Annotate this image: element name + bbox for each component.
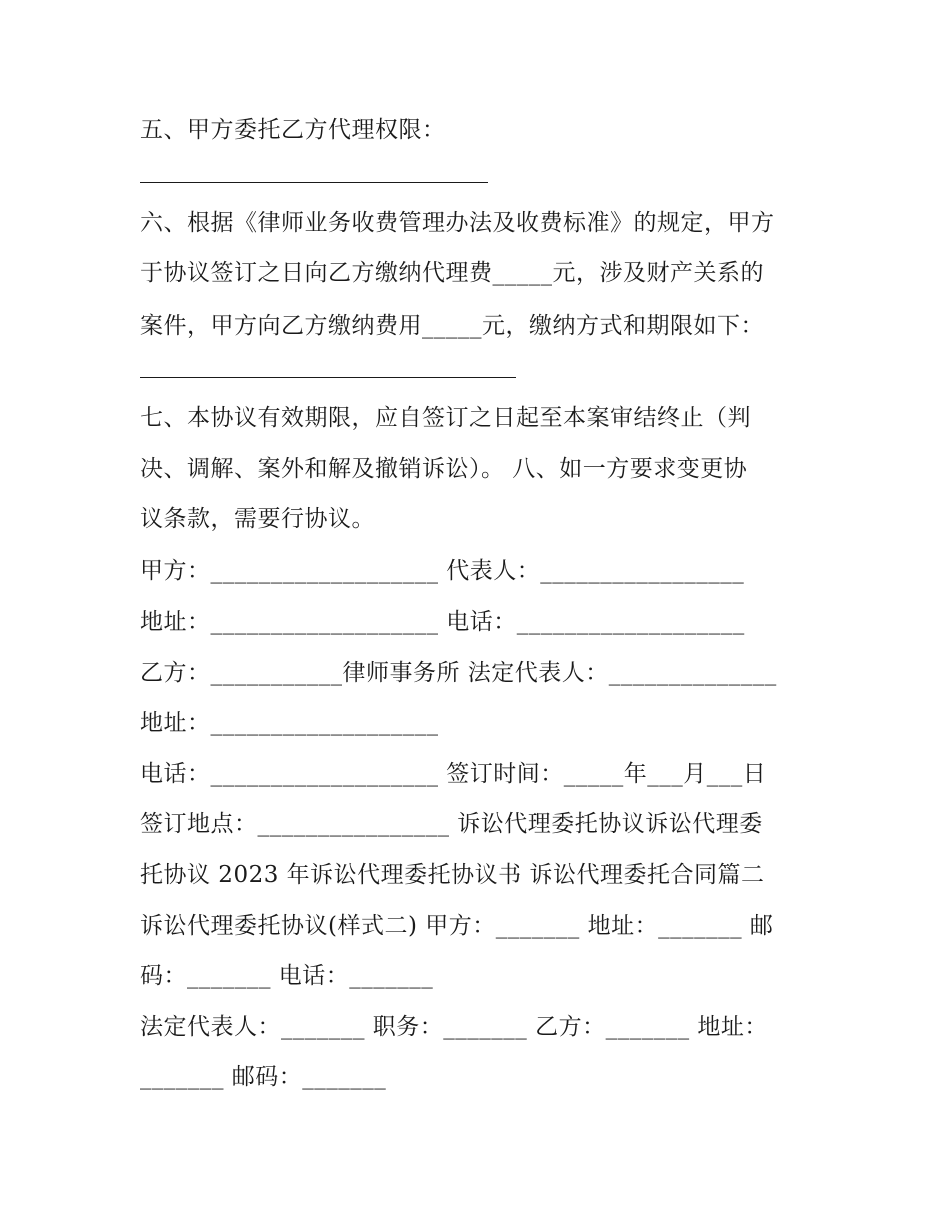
- template-two-line-1: 诉讼代理委托协议(样式二) 甲方：_______ 地址：_______ 邮: [140, 913, 774, 939]
- party-a-line: 甲方：___________________ 代表人：_________________: [140, 558, 745, 584]
- section-seven-line-2: 决、调解、案外和解及撤销诉讼）。 八、如一方要求变更协: [140, 456, 748, 482]
- section-six-line-2: 于协议签订之日向乙方缴纳代理费_____元，涉及财产关系的: [140, 260, 764, 286]
- section-five-heading: 五、甲方委托乙方代理权限：: [140, 117, 446, 143]
- party-b-address-line: 地址：___________________: [140, 710, 439, 736]
- party-a-address-line: 地址：___________________ 电话：___________________: [140, 609, 745, 635]
- section-seven-line-3: 议条款，需要行协议。: [140, 506, 375, 532]
- template-two-line-2: 码：_______ 电话：_______: [140, 963, 434, 989]
- section-six-line-3: 案件，甲方向乙方缴纳费用_____元，缴纳方式和期限如下：: [140, 313, 764, 339]
- party-b-line: 乙方：___________律师事务所 法定代表人：______________: [140, 660, 777, 686]
- template-two-line-4: _______ 邮码：_______: [140, 1064, 387, 1090]
- blank-rule-authority: [140, 182, 488, 183]
- sign-place-line: 签订地点：________________ 诉讼代理委托协议诉讼代理委: [140, 811, 763, 837]
- template-two-line-3: 法定代表人：_______ 职务：_______ 乙方：_______ 地址：: [140, 1014, 768, 1040]
- section-seven-line-1: 七、本协议有效期限，应自签订之日起至本案审结终止（判: [140, 405, 751, 431]
- title-line: 托协议 2023 年诉讼代理委托协议书 诉讼代理委托合同篇二: [140, 862, 765, 888]
- blank-rule-payment: [140, 377, 516, 378]
- phone-sign-date-line: 电话：___________________ 签订时间：_____年___月___日: [140, 761, 767, 787]
- section-six-line-1: 六、根据《律师业务收费管理办法及收费标准》的规定，甲方: [140, 210, 775, 236]
